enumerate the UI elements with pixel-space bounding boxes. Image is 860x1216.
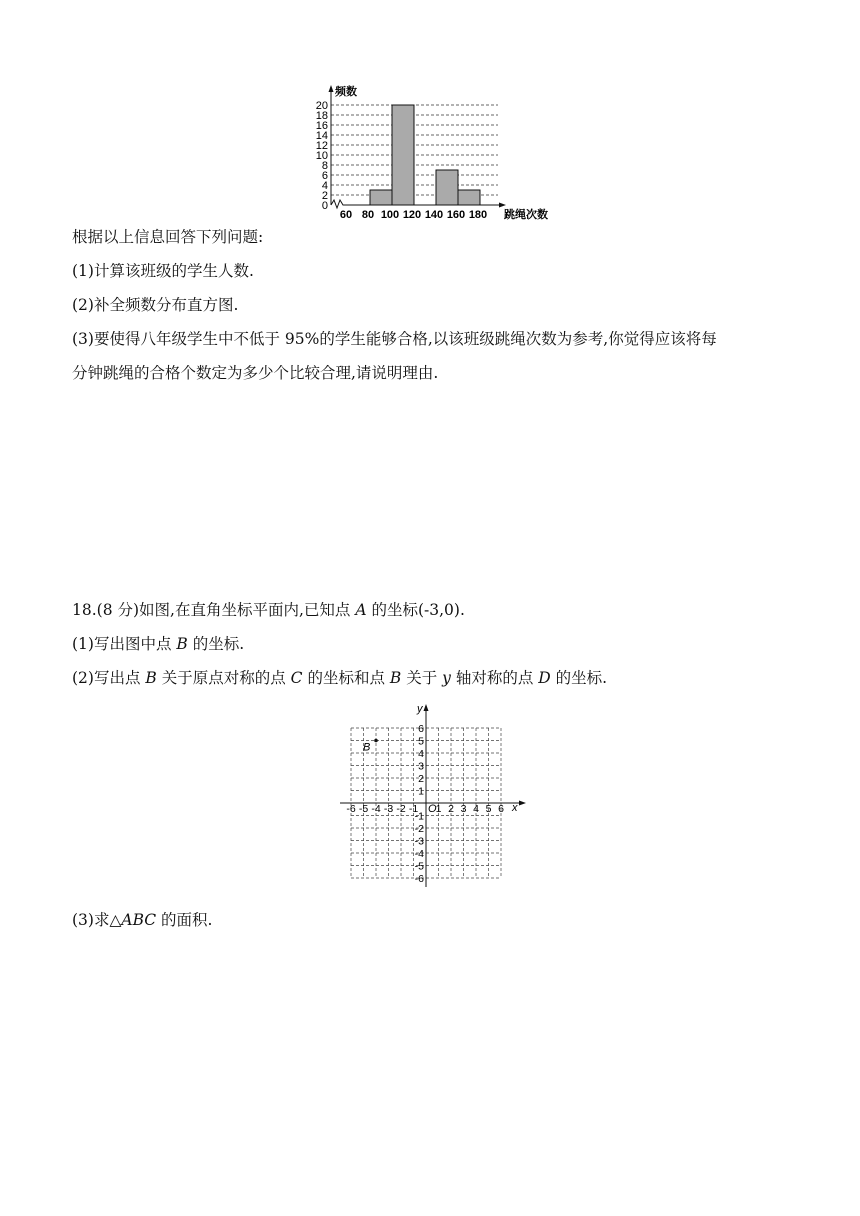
hist-x-tick-label: 140 xyxy=(424,209,444,221)
coord-x-tick-label: 4 xyxy=(473,803,479,815)
coord-x-tick-label: 6 xyxy=(498,803,504,815)
hist-x-tick-label: 160 xyxy=(446,209,466,221)
coord-y-tick-label: -5 xyxy=(414,860,424,873)
coord-x-tick-label: -2 xyxy=(396,803,406,815)
coord-y-tick-label: -2 xyxy=(414,823,424,835)
coord-x-tick-label: -4 xyxy=(371,803,381,815)
point-b-marker xyxy=(374,739,378,743)
hist-x-tick-label: 120 xyxy=(402,209,422,221)
hist-y-tick-label: 8 xyxy=(321,160,328,172)
hist-bar xyxy=(458,190,480,205)
coord-x-tick-label: 1 xyxy=(435,803,442,815)
coord-y-tick-label: -4 xyxy=(414,848,424,860)
q18-stem: 18.(8 分)如图,在直角坐标平面内,已知点 A 的坐标(-3,0). xyxy=(72,601,465,619)
point-b-label: B xyxy=(363,741,371,754)
coord-origin-label: O xyxy=(428,803,437,815)
hist-ylabel: 频数 xyxy=(335,86,357,98)
coord-x-tick-label: 3 xyxy=(460,803,467,815)
coord-x-tick-label: 2 xyxy=(448,803,454,815)
hist-x-tick-label: 60 xyxy=(339,209,353,221)
hist-y-tick-label: 0 xyxy=(321,200,328,212)
coordinate-plane xyxy=(335,702,535,894)
coord-y-tick-label: -6 xyxy=(414,873,424,885)
hist-y-tick-label: 12 xyxy=(315,140,328,152)
coord-y-tick-label: -3 xyxy=(414,835,424,848)
intro-text: 根据以上信息回答下列问题: xyxy=(72,228,264,246)
hist-y-tick-label: 2 xyxy=(321,190,328,202)
q17-part1: (1)计算该班级的学生人数. xyxy=(72,262,254,280)
hist-y-tick-label: 10 xyxy=(315,150,328,162)
hist-y-tick-label: 14 xyxy=(315,130,328,142)
hist-bar xyxy=(392,105,414,205)
q17-part2: (2)补全频数分布直方图. xyxy=(72,296,239,314)
coord-x-tick-label: -5 xyxy=(358,803,369,815)
coord-y-tick-label: 5 xyxy=(418,735,424,748)
coord-y-tick-label: -1 xyxy=(414,810,424,823)
hist-y-arrow xyxy=(329,85,334,92)
coord-x-tick-label: -3 xyxy=(383,803,394,815)
hist-x-arrow xyxy=(499,203,506,208)
coord-y-tick-label: 6 xyxy=(418,723,424,735)
coord-x-tick-label: 5 xyxy=(485,803,492,815)
hist-bar xyxy=(370,190,392,205)
coord-y-tick-label: 2 xyxy=(418,773,424,785)
coord-x-tick-label: -6 xyxy=(346,803,356,815)
hist-bar xyxy=(436,170,458,205)
q18-part1: (1)写出图中点 B 的坐标. xyxy=(72,635,245,653)
coord-x-tick-label: -1 xyxy=(408,803,419,815)
hist-y-tick-label: 20 xyxy=(315,100,328,112)
hist-x-tick-label: 100 xyxy=(380,209,400,221)
frequency-histogram xyxy=(300,82,570,224)
hist-y-tick-label: 4 xyxy=(321,180,328,192)
hist-y-tick-label: 18 xyxy=(315,110,328,122)
coord-x-label: x xyxy=(512,802,518,814)
coord-y-arrow xyxy=(424,704,429,711)
q17-part3-line2: 分钟跳绳的合格个数定为多少个比较合理,请说明理由. xyxy=(72,364,439,382)
point-a-label: A xyxy=(355,601,367,619)
q18-part3: (3)求△ABC 的面积. xyxy=(72,911,213,929)
hist-y-tick-label: 6 xyxy=(321,170,328,182)
coord-y-tick-label: 1 xyxy=(418,785,424,798)
coord-y-tick-label: 4 xyxy=(418,748,424,760)
hist-xlabel: 跳绳次数 xyxy=(504,209,548,221)
q18-part2: (2)写出点 B 关于原点对称的点 C 的坐标和点 B 关于 y 轴对称的点 D 的坐标. xyxy=(72,669,608,687)
hist-x-tick-label: 180 xyxy=(468,209,488,221)
coord-y-tick-label: 3 xyxy=(418,760,424,773)
coord-x-arrow xyxy=(519,801,526,806)
q17-part3-line1: (3)要使得八年级学生中不低于 95%的学生能够合格,以该班级跳绳次数为参考,你觉得应该将每 xyxy=(72,330,717,348)
coord-y-label: y xyxy=(417,703,423,715)
hist-x-tick-label: 80 xyxy=(361,209,375,221)
hist-y-tick-label: 16 xyxy=(315,120,328,132)
